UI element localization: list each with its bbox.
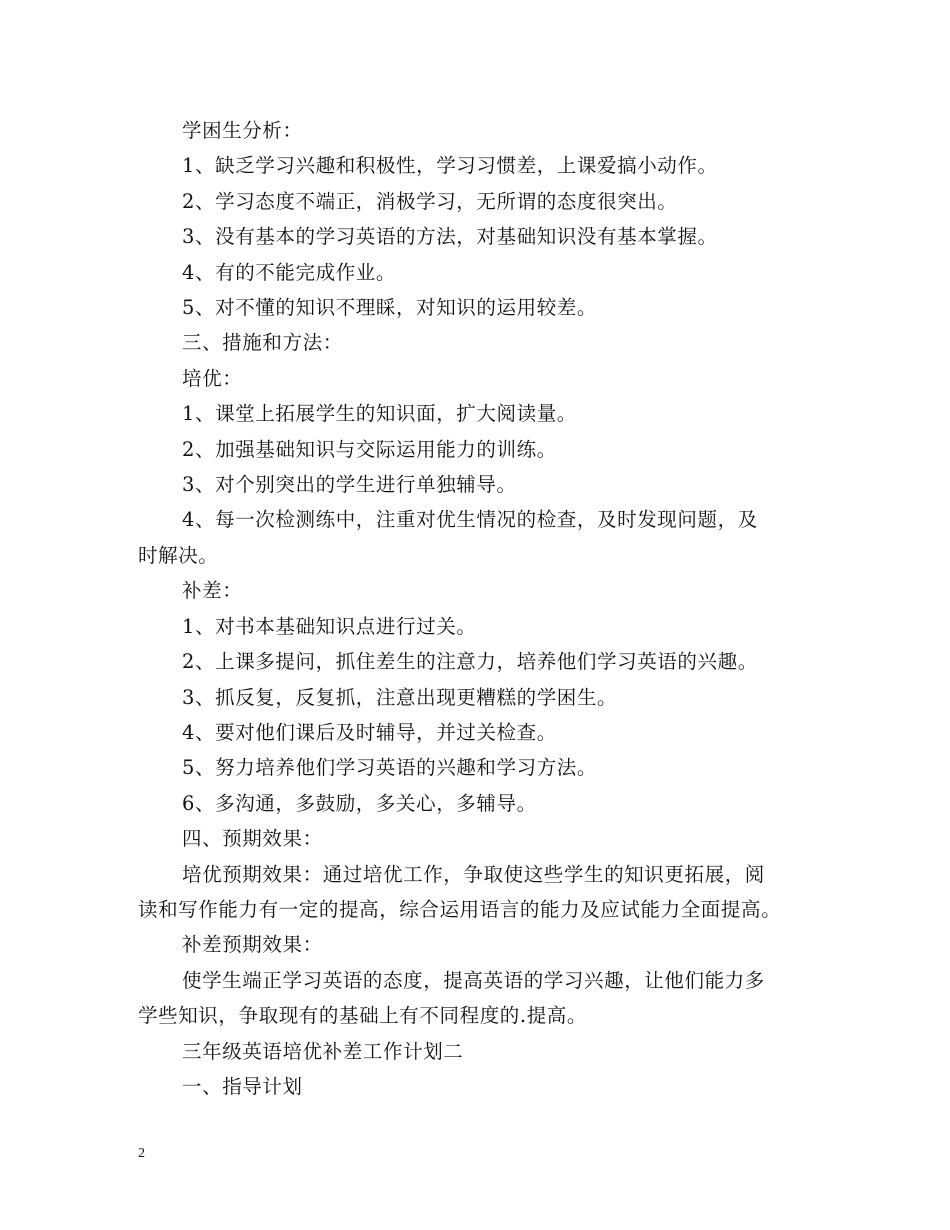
paragraph-continuation: 学些知识，争取现有的基础上有不同程度的.提高。 bbox=[138, 1004, 587, 1028]
paragraph-continuation: 读和写作能力有一定的提高，综合运用语言的能力及应试能力全面提高。 bbox=[138, 897, 782, 921]
paragraph-line: 1、课堂上拓展学生的知识面，扩大阅读量。 bbox=[182, 402, 577, 426]
paragraph-line: 1、缺乏学习兴趣和积极性，学习习惯差，上课爱搞小动作。 bbox=[182, 154, 718, 178]
paragraph-line: 4、每一次检测练中，注重对优生情况的检查，及时发现问题，及 bbox=[182, 508, 758, 532]
paragraph-line: 3、没有基本的学习英语的方法，对基础知识没有基本掌握。 bbox=[182, 225, 718, 249]
paragraph-line: 1、对书本基础知识点进行过关。 bbox=[182, 614, 477, 638]
section-heading: 四、预期效果： bbox=[182, 827, 323, 851]
paragraph-line: 4、有的不能完成作业。 bbox=[182, 260, 397, 284]
subsection-heading: 补差预期效果： bbox=[182, 933, 323, 957]
paragraph-line: 2、学习态度不端正，消极学习，无所谓的态度很突出。 bbox=[182, 189, 678, 213]
paragraph-line: 3、抓反复，反复抓，注意出现更糟糕的学困生。 bbox=[182, 685, 618, 709]
paragraph-line: 培优预期效果：通过培优工作，争取使这些学生的知识更拓展，阅 bbox=[182, 862, 765, 886]
paragraph-line: 2、加强基础知识与交际运用能力的训练。 bbox=[182, 437, 557, 461]
paragraph-line: 使学生端正学习英语的态度，提高英语的学习兴趣，让他们能力多 bbox=[182, 968, 765, 992]
section-heading: 一、指导计划 bbox=[182, 1074, 303, 1098]
paragraph-line: 2、上课多提问，抓住差生的注意力，培养他们学习英语的兴趣。 bbox=[182, 650, 758, 674]
document-subtitle: 三年级英语培优补差工作计划二 bbox=[182, 1039, 464, 1063]
subsection-heading: 培优： bbox=[182, 366, 243, 390]
paragraph-line: 3、对个别突出的学生进行单独辅导。 bbox=[182, 473, 517, 497]
paragraph-line: 4、要对他们课后及时辅导，并过关检查。 bbox=[182, 720, 557, 744]
page-number: 2 bbox=[138, 1146, 145, 1161]
subsection-heading: 补差： bbox=[182, 579, 243, 603]
paragraph-continuation: 时解决。 bbox=[138, 543, 219, 567]
paragraph-line: 学困生分析： bbox=[182, 119, 303, 142]
section-heading: 三、措施和方法： bbox=[182, 331, 343, 355]
paragraph-line: 6、多沟通，多鼓励，多关心，多辅导。 bbox=[182, 791, 537, 815]
paragraph-line: 5、对不懂的知识不理睬，对知识的运用较差。 bbox=[182, 296, 598, 320]
document-body bbox=[138, 113, 828, 1104]
paragraph-line: 5、努力培养他们学习英语的兴趣和学习方法。 bbox=[182, 756, 598, 780]
